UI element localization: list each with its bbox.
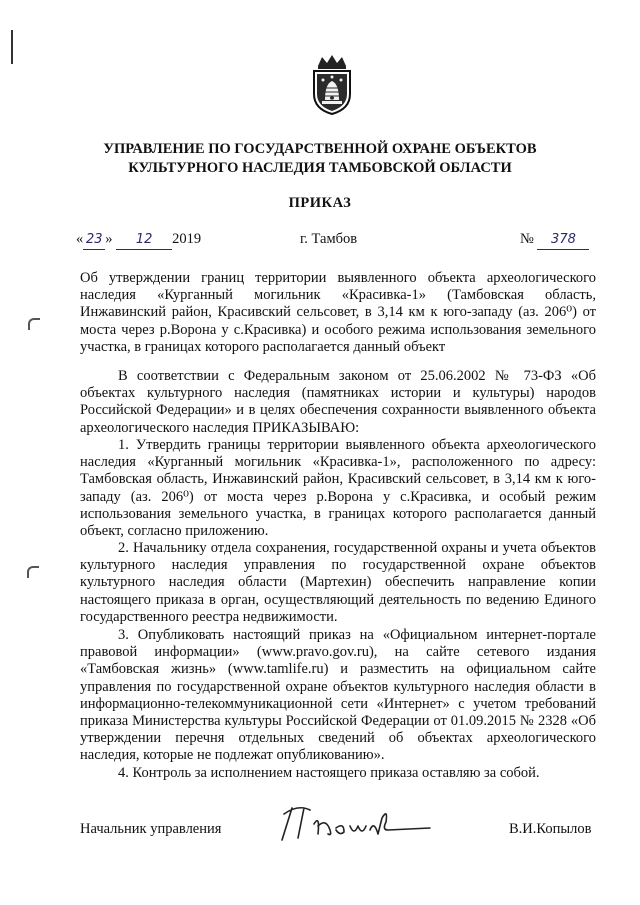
order-city: г. Тамбов: [300, 231, 358, 247]
date-open-quote: «: [76, 231, 84, 247]
organization-name-line-2: КУЛЬТУРНОГО НАСЛЕДИЯ ТАМБОВСКОЙ ОБЛАСТИ: [128, 160, 512, 176]
order-intro: В соответствии с Федеральным законом от 25.06.2002 № 73-ФЗ «Об объектах культурного наследия (памятниках истории и культуры) народов Российской Федерации» и в целях обеспечения сохранности выявленного объекта археологического наследия ПРИКАЗЫВАЮ:: [80, 368, 596, 436]
tambov-coat-of-arms-icon: [308, 54, 356, 116]
order-item: 3. Опубликовать настоящий приказ на «Официальном интернет-портале правовой информации» (www.pravo.gov.ru), на сайте сетевого издания «Тамбовская жизнь» (www.tamlife.ru) и разместить на официальном сайте управления по государственной охране объектов культурного наследия области в информационно-телекоммуникационной сети «Интернет» с учетом требований приказа Министерства культуры Российской Федерации от 01.09.2015 № 2328 «Об утверждении перечня отдельных сведений об объектах археологического наследия, которые не подлежат опубликованию».: [80, 627, 596, 764]
order-number: [520, 230, 589, 250]
order-year: 2019: [172, 231, 202, 247]
order-number-label: №: [520, 231, 534, 247]
order-item: 1. Утвердить границы территории выявленного объекта археологического наследия «Курганный могильник «Красивка-1», расположенного по адресу: Тамбовская область, Инжавинский район, Красивский сельсовет, в 3,14 км к юго-западу (аз. 206⁰) от моста через р.Ворона у с.Красивка, и особый режим использования земельного участка, в границах которого располагается данный объект, согласно приложению.: [80, 437, 596, 540]
staple-corner-mark: [27, 566, 39, 578]
order-month: 12: [116, 231, 172, 250]
scan-edge-mark: [11, 30, 13, 64]
order-subject: Об утверждении границ территории выявленного объекта археологического наследия «Курганный могильник «Красивка-1» (Тамбовская область, Инжавинский район, Красивский сельсовет, в 3,14 км к юго-западу (аз. 206⁰) от моста через р.Ворона у с.Красивка) и особого режима использования земельного участка, в границах которого располагается данный объект: [80, 270, 596, 355]
handwritten-signature: [270, 800, 440, 846]
date-close-quote: »: [105, 231, 113, 247]
document-type-title: ПРИКАЗ: [288, 195, 352, 211]
signer-name: В.И.Копылов: [509, 821, 592, 837]
signer-position: Начальник управления: [80, 821, 222, 837]
organization-name-line-1: УПРАВЛЕНИЕ ПО ГОСУДАРСТВЕННОЙ ОХРАНЕ ОБЪЕКТОВ: [103, 141, 537, 157]
order-number-value: 378: [537, 231, 589, 250]
order-item: 4. Контроль за исполнением настоящего приказа оставляю за собой.: [118, 765, 540, 781]
order-date: [76, 230, 201, 250]
order-day: 23: [83, 231, 105, 250]
order-item: 2. Начальнику отдела сохранения, государственной охраны и учета объектов культурного наследия управления по государственной охране объектов культурного наследия области (Мартехин) обеспечить направление копии настоящего приказа в орган, осуществляющий деятельность по ведению Единого государственного реестра недвижимости.: [80, 540, 596, 625]
staple-corner-mark: [28, 318, 40, 330]
